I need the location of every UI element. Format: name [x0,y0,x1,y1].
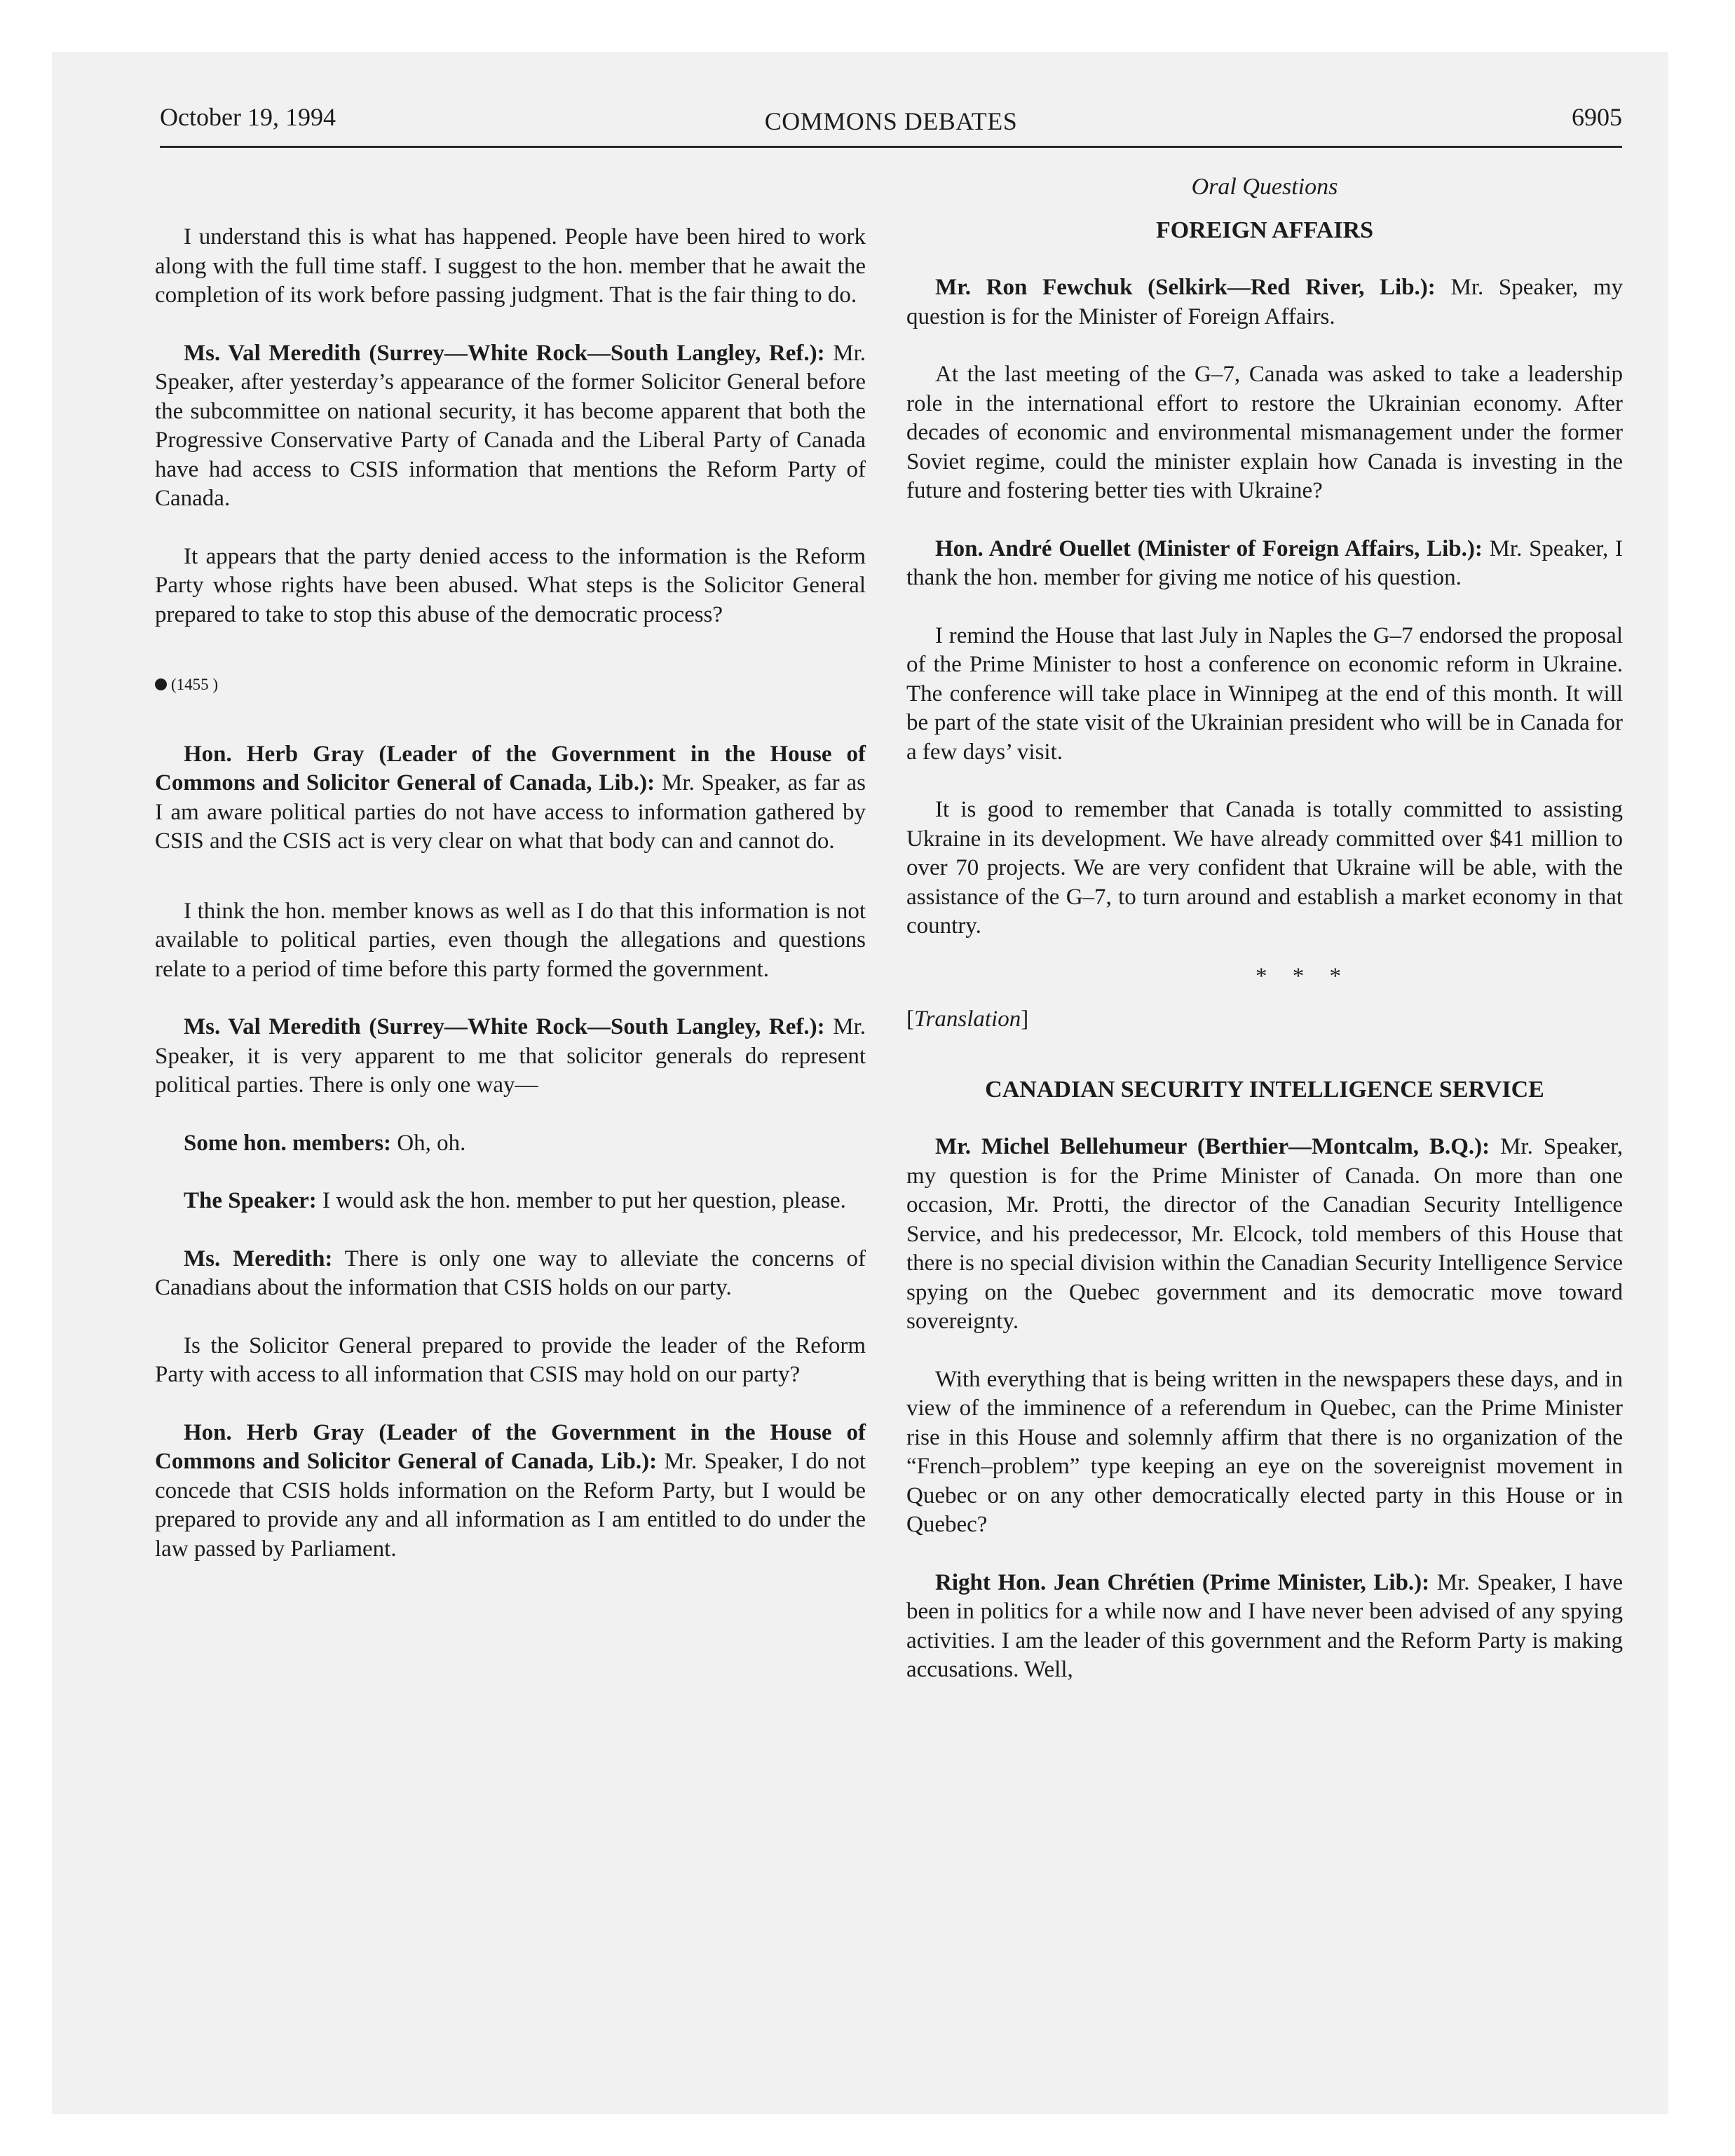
paragraph [155,740,866,857]
paragraph: It is good to remember that Canada is totally committed to assisting Ukraine in its development. We have already committed over $41 million to over 70 projects. We are very confident that Ukraine will be able, with the assistance of the G–7, to turn around and establish a market economy in that country. [906,797,1623,939]
translation-label [906,1005,1623,1035]
paragraph: It appears that the party denied access to the information is the Reform Party whose rights have been abused. What steps is the Solicitor General prepared to take to stop this abuse of the democratic process? [155,543,866,627]
speech-text: Mr. Speaker, I thank the hon. member for giving me notice of his question. [906,535,1623,590]
speaker-name: Ms. Val Meredith (Surrey—White Rock—South Langley, Ref.): [184,340,825,366]
paragraph [906,535,1623,593]
paragraph: With everything that is being written in the newspapers these days, and in view of the imminence of a referendum in Quebec, can the Prime Minister rise in this House and solemnly affirm that there is no organization of the “French–problem” type keeping an eye on the sovereignist movement in Quebec or on any other democratically elected party in this House or in Quebec? [906,1366,1623,1537]
time-marker [155,670,866,700]
speech-text: Oh, oh. [391,1130,466,1156]
section-label: Oral Questions [1191,174,1338,200]
speech-text: Mr. Speaker, my question is for the Prime Minister of Canada. On more than one occasion, Mr. Protti, the director of the Canadian Security Intelligence Service, and his predecessor, Mr. Elcock, told members of this House that there is no special division within the Canadian Security Intelligence Service spying on the Quebec government and its democratic move toward sovereignty. [906,1134,1623,1334]
speech-text: Mr. Speaker, after yesterday’s appearance of the former Solicitor General before the subcommittee on national security, it has become apparent that both the Progressive Conservative Party of Canada and the Liberal Party of Canada have had access to CSIS information that mentions the Reform Party of Canada. [155,340,866,511]
paragraph [155,1013,866,1100]
speech-text: Mr. Speaker, I do not concede that CSIS holds information on the Reform Party, but I would be prepared to provide any and all information as I am entitled to do under the law passed by Parliament. [155,1449,866,1562]
speaker-name: Hon. Herb Gray (Leader of the Government in the House of Commons and Solicitor General of Canada, Lib.): [155,741,866,796]
header-page-number: 6905 [1572,103,1622,131]
paragraph: I understand this is what has happened. People have been hired to work along with the full time staff. I suggest to the hon. member that he await the completion of its work before passing judgment. That is the fair thing to do. [155,224,866,308]
speech-text: There is only one way to alleviate the concerns of Canadians about the information that CSIS holds on our party. [155,1246,866,1300]
speaker-name: Hon. Herb Gray (Leader of the Government in the House of Commons and Solicitor General of Canada, Lib.): [155,1419,866,1474]
paragraph [155,1419,866,1564]
left-column [155,223,866,1564]
speaker-name: Ms. Meredith: [184,1246,333,1271]
speaker-name: Some hon. members: [184,1130,392,1156]
bullet-icon [155,678,167,690]
translation-word: Translation [914,1007,1021,1032]
paragraph: I think the hon. member knows as well as I do that this information is not available to political parties, even though the allegations and questions relate to a period of time before this party formed the government. [155,898,866,982]
speech-text: I would ask the hon. member to put her question, please. [316,1188,846,1213]
section-heading: FOREIGN AFFAIRS [1155,217,1374,243]
header-title: COMMONS DEBATES [764,107,1018,135]
header-rule [160,146,1622,148]
right-column [906,172,1623,1685]
paragraph [906,1133,1623,1337]
paragraph [155,339,866,514]
speaker-name: Mr. Michel Bellehumeur (Berthier—Montcalm, B.Q.): [935,1134,1490,1159]
bracket-close: ] [1021,1007,1029,1032]
section-separator: * * * [1256,963,1351,989]
speech-text: Mr. Speaker, it is very apparent to me that solicitor generals do represent political parties. There is only one way— [155,1014,866,1098]
speaker-name: Mr. Ron Fewchuk (Selkirk—Red River, Lib.): [935,275,1436,300]
speech-text: Mr. Speaker, I have been in politics for a while now and I have never been advised of any spying activities. I am the leader of this government and the Reform Party is making accusations. Well, [906,1569,1623,1682]
speech-text: Mr. Speaker, my question is for the Minister of Foreign Affairs. [906,275,1623,329]
speech-text: Mr. Speaker, as far as I am aware political parties do not have access to information gathered by CSIS and the CSIS act is very clear on what that body can and cannot do. [155,770,866,854]
time-marker-text: (1455 ) [171,676,219,693]
speaker-name: Ms. Val Meredith (Surrey—White Rock—South Langley, Ref.): [184,1014,825,1039]
paragraph [155,1187,866,1216]
paragraph [155,1129,866,1159]
paragraph [155,1245,866,1303]
paragraph: I remind the House that last July in Naples the G–7 endorsed the proposal of the Prime Minister to host a conference on economic reform in Ukraine. The conference will take place in Winnipeg at the end of this month. It will be part of the state visit of the Ukrainian president who will be in Canada for a few days’ visit. [906,622,1623,765]
page-header [160,102,1622,144]
paragraph: At the last meeting of the G–7, Canada was asked to take a leadership role in the international effort to restore the Ukrainian economy. After decades of economic and environmental mismanagement under the former Soviet regime, could the minister explain how Canada is investing in the future and fostering better ties with Ukraine? [906,362,1623,503]
speaker-name: The Speaker: [184,1188,317,1213]
paragraph [906,1569,1623,1685]
section-heading: CANADIAN SECURITY INTELLIGENCE SERVICE [985,1076,1544,1103]
paragraph: Is the Solicitor General prepared to provide the leader of the Reform Party with access to all information that CSIS may hold on our party? [155,1332,866,1387]
speaker-name: Right Hon. Jean Chrétien (Prime Minister, Lib.): [935,1569,1430,1595]
header-date: October 19, 1994 [160,103,336,131]
bracket-open: [ [906,1007,914,1032]
paragraph [906,273,1623,332]
speaker-name: Hon. André Ouellet (Minister of Foreign Affairs, Lib.): [935,535,1483,561]
